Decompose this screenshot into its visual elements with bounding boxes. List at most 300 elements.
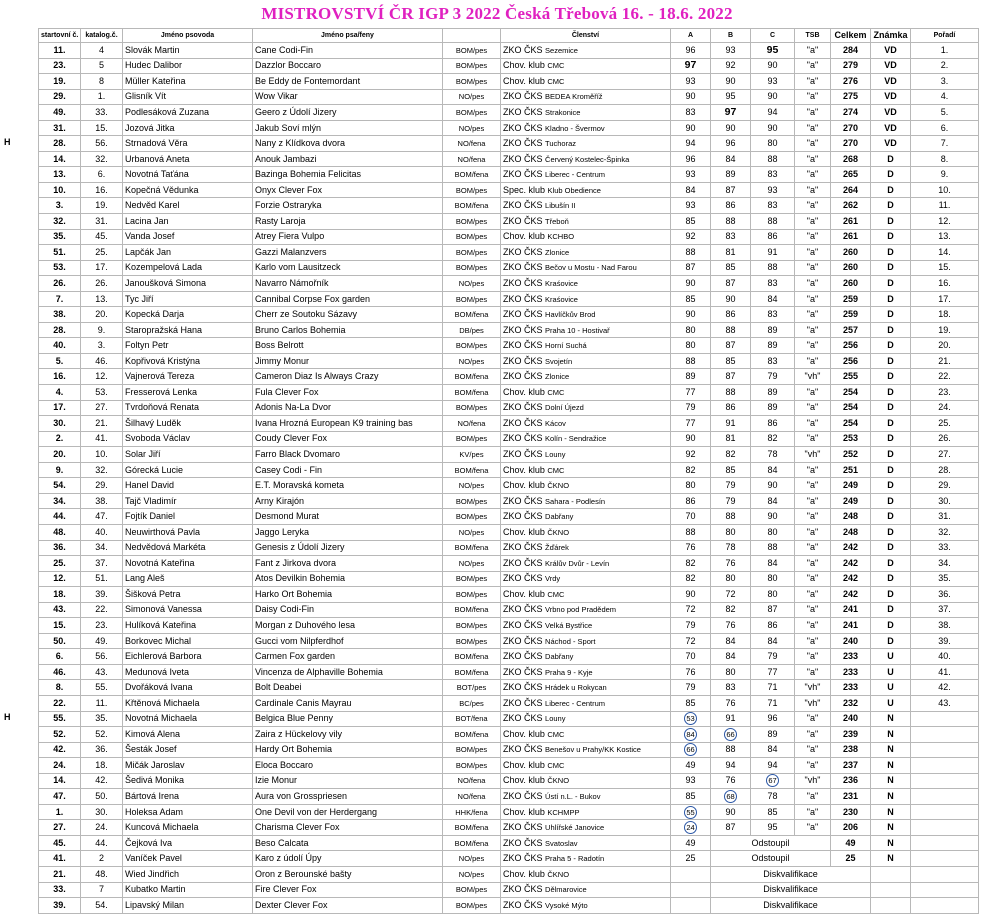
catalog-no: 2 bbox=[81, 851, 123, 867]
membership bbox=[501, 866, 671, 882]
catalog-no: 49. bbox=[81, 633, 123, 649]
score-c: 88 bbox=[751, 151, 795, 167]
membership bbox=[501, 151, 671, 167]
status-note: Odstoupil bbox=[711, 851, 831, 867]
tsb: "a" bbox=[795, 602, 831, 618]
breed: BOM/pes bbox=[443, 245, 501, 261]
dog-name: Carmen Fox garden bbox=[253, 649, 443, 665]
breed: NO/pes bbox=[443, 556, 501, 572]
breed: BOM/pes bbox=[443, 229, 501, 245]
tsb: "a" bbox=[795, 789, 831, 805]
table-row bbox=[39, 276, 979, 292]
score-b: 90 bbox=[711, 74, 751, 90]
rank: 24. bbox=[911, 400, 979, 416]
membership-org: ZKO ČKS bbox=[503, 495, 543, 506]
membership-org: ZKO ČKS bbox=[503, 355, 543, 366]
membership bbox=[501, 182, 671, 198]
table-row bbox=[39, 618, 979, 634]
handler-name: Foltyn Petr bbox=[123, 338, 253, 354]
rank: 35. bbox=[911, 571, 979, 587]
score-c: 89 bbox=[751, 338, 795, 354]
tsb: "a" bbox=[795, 431, 831, 447]
membership-club: CMC bbox=[547, 76, 565, 86]
start-no: 45. bbox=[39, 835, 81, 851]
membership-club: Strakonice bbox=[545, 107, 581, 117]
handler-name: Svoboda Václav bbox=[123, 431, 253, 447]
score-b: 96 bbox=[711, 136, 751, 152]
catalog-no: 47. bbox=[81, 509, 123, 525]
grade: D bbox=[871, 431, 911, 447]
table-row bbox=[39, 291, 979, 307]
score-c: 90 bbox=[751, 120, 795, 136]
dog-name: Dexter Clever Fox bbox=[253, 898, 443, 914]
score-a: 85 bbox=[671, 291, 711, 307]
membership-org: ZKO ČKS bbox=[503, 620, 543, 630]
membership-org: ZKO ČKS bbox=[503, 697, 543, 708]
membership-club: Kolín - Sendražice bbox=[545, 434, 607, 444]
catalog-no: 50. bbox=[81, 789, 123, 805]
start-no: 23. bbox=[39, 58, 81, 74]
breed: BOM/pes bbox=[443, 400, 501, 416]
membership-org: ZKO ČKS bbox=[503, 246, 543, 257]
breed: BOM/pes bbox=[443, 633, 501, 649]
grade: D bbox=[871, 385, 911, 401]
score-a: 88 bbox=[671, 353, 711, 369]
score-c: 84 bbox=[751, 462, 795, 478]
breed: NO/fena bbox=[443, 416, 501, 432]
table-row bbox=[39, 493, 979, 509]
score-a: 70 bbox=[671, 509, 711, 525]
table-row bbox=[39, 214, 979, 230]
membership-org: ZKO ČKS bbox=[503, 542, 543, 553]
table-row bbox=[39, 820, 979, 836]
catalog-no: 26. bbox=[81, 276, 123, 292]
breed: NO/pes bbox=[443, 89, 501, 105]
status-note: Diskvalifikace bbox=[711, 882, 871, 898]
dog-name: Navarro Námořník bbox=[253, 276, 443, 292]
handler-name: Šilhavý Luděk bbox=[123, 416, 253, 432]
header-score-b: B bbox=[711, 29, 751, 43]
start-no: 28. bbox=[39, 322, 81, 338]
catalog-no: 42. bbox=[81, 773, 123, 789]
score-c: 86 bbox=[751, 416, 795, 432]
score-c bbox=[751, 773, 795, 789]
rank: 5. bbox=[911, 105, 979, 121]
handler-name: Dvořáková Ivana bbox=[123, 680, 253, 696]
score-b: 80 bbox=[711, 664, 751, 680]
start-no: 19. bbox=[39, 74, 81, 90]
score-a: 49 bbox=[671, 835, 711, 851]
total: 242 bbox=[831, 587, 871, 603]
membership bbox=[501, 74, 671, 90]
membership-org: Chov. klub bbox=[503, 728, 545, 739]
catalog-no: 11. bbox=[81, 695, 123, 711]
catalog-no: 48. bbox=[81, 866, 123, 882]
breed: BOM/fena bbox=[443, 540, 501, 556]
rank bbox=[911, 851, 979, 867]
table-row bbox=[39, 664, 979, 680]
start-no: 55. bbox=[39, 711, 81, 727]
membership-club: Praha 5 - Radotín bbox=[545, 854, 605, 864]
rank bbox=[911, 773, 979, 789]
handler-name: Simonová Vanessa bbox=[123, 602, 253, 618]
score-a bbox=[671, 882, 711, 898]
catalog-no: 52. bbox=[81, 727, 123, 743]
score-b: 81 bbox=[711, 245, 751, 261]
membership bbox=[501, 416, 671, 432]
breed: BOM/pes bbox=[443, 214, 501, 230]
membership-club: Svojetín bbox=[545, 356, 573, 366]
dog-name: Jakub Soví mlýn bbox=[253, 120, 443, 136]
membership-club: Vysoké Mýto bbox=[545, 900, 588, 910]
grade: U bbox=[871, 664, 911, 680]
membership-club: Náchod - Sport bbox=[545, 636, 596, 646]
circled-score: 67 bbox=[766, 774, 779, 787]
membership bbox=[501, 680, 671, 696]
membership bbox=[501, 307, 671, 323]
handler-name: Borkovec Michal bbox=[123, 633, 253, 649]
dog-name: Nany z Klídkova dvora bbox=[253, 136, 443, 152]
breed: NO/pes bbox=[443, 851, 501, 867]
membership-club: CMC bbox=[547, 465, 565, 475]
total: 253 bbox=[831, 431, 871, 447]
membership-club: Horní Suchá bbox=[545, 341, 587, 351]
score-a: 96 bbox=[671, 151, 711, 167]
grade: U bbox=[871, 649, 911, 665]
membership bbox=[501, 167, 671, 183]
dog-name: Hardy Ort Bohemia bbox=[253, 742, 443, 758]
membership bbox=[501, 649, 671, 665]
score-a: 79 bbox=[671, 400, 711, 416]
membership-club: Kraśovice bbox=[545, 278, 578, 288]
membership-org: ZKO ČKS bbox=[503, 91, 543, 102]
tsb: "a" bbox=[795, 322, 831, 338]
start-no: 39. bbox=[39, 898, 81, 914]
catalog-no: 27. bbox=[81, 400, 123, 416]
membership bbox=[501, 322, 671, 338]
dog-name: E.T. Moravská kometa bbox=[253, 478, 443, 494]
tsb: "a" bbox=[795, 478, 831, 494]
table-row bbox=[39, 120, 979, 136]
breed: NO/fena bbox=[443, 136, 501, 152]
dog-name: Jimmy Monur bbox=[253, 353, 443, 369]
start-no: 14. bbox=[39, 773, 81, 789]
score-c: 89 bbox=[751, 727, 795, 743]
catalog-no: 56. bbox=[81, 136, 123, 152]
membership-club: BEDEA Kroměříž bbox=[545, 92, 603, 102]
membership-org: ZKO ČKS bbox=[503, 573, 543, 584]
handler-name: Novotná Michaela bbox=[123, 711, 253, 727]
dog-name: Adonis Na-La Dvor bbox=[253, 400, 443, 416]
catalog-no: 5 bbox=[81, 58, 123, 74]
handler-name: Hanel David bbox=[123, 478, 253, 494]
grade: D bbox=[871, 587, 911, 603]
score-c: 90 bbox=[751, 478, 795, 494]
score-a bbox=[671, 711, 711, 727]
circled-score: 55 bbox=[684, 806, 697, 819]
dog-name: Coudy Clever Fox bbox=[253, 431, 443, 447]
score-a bbox=[671, 742, 711, 758]
rank: 9. bbox=[911, 167, 979, 183]
membership-club: ČKNO bbox=[547, 776, 570, 786]
rank: 33. bbox=[911, 540, 979, 556]
score-a: 97 bbox=[671, 58, 711, 74]
breed: BOM/fena bbox=[443, 727, 501, 743]
status-note: Odstoupil bbox=[711, 835, 831, 851]
membership-org: ZKO ČKS bbox=[503, 200, 543, 211]
dog-name: Cameron Diaz Is Always Crazy bbox=[253, 369, 443, 385]
membership-org: Chov. klub bbox=[503, 806, 545, 817]
start-no: 12. bbox=[39, 571, 81, 587]
breed: BOM/fena bbox=[443, 369, 501, 385]
tsb: "a" bbox=[795, 353, 831, 369]
score-a: 84 bbox=[671, 182, 711, 198]
grade: D bbox=[871, 369, 911, 385]
page-title: MISTROVSTVÍ ČR IGP 3 2022 Česká Třebová 16. - 18.6. 2022 bbox=[261, 4, 733, 23]
score-c: 90 bbox=[751, 509, 795, 525]
score-c: 80 bbox=[751, 136, 795, 152]
table-row bbox=[39, 509, 979, 525]
start-no: 43. bbox=[39, 602, 81, 618]
handler-name: Kimová Alena bbox=[123, 727, 253, 743]
circled-score: 24 bbox=[684, 821, 697, 834]
total bbox=[871, 866, 911, 882]
membership bbox=[501, 478, 671, 494]
catalog-no: 46. bbox=[81, 353, 123, 369]
rank: 21. bbox=[911, 353, 979, 369]
breed: BOM/fena bbox=[443, 820, 501, 836]
grade: VD bbox=[871, 120, 911, 136]
grade: N bbox=[871, 851, 911, 867]
start-no: 14. bbox=[39, 151, 81, 167]
dog-name: Fire Clever Fox bbox=[253, 882, 443, 898]
start-no: 46. bbox=[39, 664, 81, 680]
tsb: "a" bbox=[795, 556, 831, 572]
rank: 3. bbox=[911, 74, 979, 90]
grade: D bbox=[871, 556, 911, 572]
catalog-no: 56. bbox=[81, 649, 123, 665]
header-row bbox=[39, 29, 979, 43]
membership-club: Liberec - Centrum bbox=[545, 170, 606, 180]
total: 252 bbox=[831, 447, 871, 463]
rank: 43. bbox=[911, 695, 979, 711]
score-b: 82 bbox=[711, 447, 751, 463]
score-c: 83 bbox=[751, 307, 795, 323]
header-start-no: startovní č. bbox=[39, 29, 81, 43]
breed: NO/pes bbox=[443, 524, 501, 540]
membership-org: ZKO ČKS bbox=[503, 340, 543, 351]
total: 260 bbox=[831, 245, 871, 261]
membership-org: ZKO ČKS bbox=[503, 153, 543, 164]
circled-score: 53 bbox=[684, 712, 697, 725]
membership-club: Svatoslav bbox=[545, 838, 578, 848]
score-a: 94 bbox=[671, 136, 711, 152]
rank: 36. bbox=[911, 587, 979, 603]
handler-name: Šesták Josef bbox=[123, 742, 253, 758]
total: 240 bbox=[831, 633, 871, 649]
handler-name: Křtěnová Michaela bbox=[123, 695, 253, 711]
membership bbox=[501, 711, 671, 727]
catalog-no: 32. bbox=[81, 151, 123, 167]
table-row bbox=[39, 711, 979, 727]
membership-club: Červený Kostelec-Špinka bbox=[545, 154, 630, 164]
score-b: 87 bbox=[711, 276, 751, 292]
score-b: 79 bbox=[711, 478, 751, 494]
dog-name: Atos Devilkin Bohemia bbox=[253, 571, 443, 587]
dog-name: Cardinale Canis Mayrau bbox=[253, 695, 443, 711]
total: 256 bbox=[831, 353, 871, 369]
table-row bbox=[39, 649, 979, 665]
score-c: 95 bbox=[751, 43, 795, 59]
membership-club: ČKNO bbox=[547, 481, 570, 491]
start-no: 9. bbox=[39, 462, 81, 478]
breed: BOM/fena bbox=[443, 664, 501, 680]
rank: 7. bbox=[911, 136, 979, 152]
total: 230 bbox=[831, 804, 871, 820]
membership bbox=[501, 58, 671, 74]
breed: HHK/fena bbox=[443, 804, 501, 820]
table-row bbox=[39, 400, 979, 416]
handler-name: Čejková Iva bbox=[123, 835, 253, 851]
score-c: 88 bbox=[751, 260, 795, 276]
membership-org: ZKO ČKS bbox=[503, 106, 543, 117]
table-row bbox=[39, 773, 979, 789]
breed: BOM/fena bbox=[443, 602, 501, 618]
membership bbox=[501, 898, 671, 914]
start-no: 20. bbox=[39, 447, 81, 463]
start-no: 34. bbox=[39, 493, 81, 509]
dog-name: Atrey Fiera Vulpo bbox=[253, 229, 443, 245]
start-no: 15. bbox=[39, 618, 81, 634]
membership-org: ZKO ČKS bbox=[503, 744, 543, 755]
membership-club: Velká Bystřice bbox=[545, 621, 593, 630]
total: 262 bbox=[831, 198, 871, 214]
score-c: 89 bbox=[751, 385, 795, 401]
handler-name: Slovák Martin bbox=[123, 43, 253, 59]
grade: D bbox=[871, 353, 911, 369]
grade: N bbox=[871, 727, 911, 743]
total: 261 bbox=[831, 229, 871, 245]
rank: 22. bbox=[911, 369, 979, 385]
breed: BOM/pes bbox=[443, 338, 501, 354]
score-a bbox=[671, 866, 711, 882]
membership-club: Sahara - Podlesín bbox=[545, 496, 606, 506]
score-c: 90 bbox=[751, 89, 795, 105]
membership-org: ZKO ČKS bbox=[503, 122, 543, 133]
total: 274 bbox=[831, 105, 871, 121]
membership-club: CMC bbox=[547, 760, 565, 770]
membership-org: ZKO ČKS bbox=[503, 44, 543, 55]
breed: BOM/pes bbox=[443, 58, 501, 74]
membership-org: ZKO ČKS bbox=[503, 433, 543, 444]
membership-org: ZKO ČKS bbox=[503, 557, 543, 568]
table-row bbox=[39, 571, 979, 587]
header-grade: Známka bbox=[871, 29, 911, 43]
grade: D bbox=[871, 229, 911, 245]
table-row bbox=[39, 556, 979, 572]
breed: BOM/pes bbox=[443, 431, 501, 447]
catalog-no: 12. bbox=[81, 369, 123, 385]
membership-club: Dabřany bbox=[545, 652, 574, 662]
membership-club: Žďárek bbox=[545, 543, 569, 553]
catalog-no: 36. bbox=[81, 742, 123, 758]
handler-name: Górecká Lucie bbox=[123, 462, 253, 478]
rank: 10. bbox=[911, 182, 979, 198]
tsb: "a" bbox=[795, 89, 831, 105]
dog-name: Eloca Boccaro bbox=[253, 758, 443, 774]
breed: KV/pes bbox=[443, 447, 501, 463]
membership-club: Vrbno pod Pradědem bbox=[545, 605, 617, 615]
score-b bbox=[711, 789, 751, 805]
start-no: 27. bbox=[39, 820, 81, 836]
score-b: 86 bbox=[711, 198, 751, 214]
membership bbox=[501, 587, 671, 603]
total: 270 bbox=[831, 120, 871, 136]
membership-club: Hrádek u Rokycan bbox=[545, 683, 607, 693]
membership-org: Chov. klub bbox=[503, 588, 545, 599]
table-row bbox=[39, 245, 979, 261]
rank: 28. bbox=[911, 462, 979, 478]
dog-name: Cane Codi-Fin bbox=[253, 43, 443, 59]
membership bbox=[501, 618, 671, 634]
total: 261 bbox=[831, 214, 871, 230]
tsb: "a" bbox=[795, 151, 831, 167]
breed: BOM/pes bbox=[443, 587, 501, 603]
score-b: 90 bbox=[711, 120, 751, 136]
breed: BOM/fena bbox=[443, 198, 501, 214]
start-no: 53. bbox=[39, 260, 81, 276]
tsb: "a" bbox=[795, 167, 831, 183]
total: 284 bbox=[831, 43, 871, 59]
score-a bbox=[671, 804, 711, 820]
membership-club: Králův Dvůr - Levín bbox=[545, 558, 610, 568]
breed: BOM/pes bbox=[443, 509, 501, 525]
handler-name: Lipavský Milan bbox=[123, 898, 253, 914]
table-row bbox=[39, 167, 979, 183]
grade: VD bbox=[871, 74, 911, 90]
score-c: 77 bbox=[751, 664, 795, 680]
score-a: 72 bbox=[671, 602, 711, 618]
membership-club: Sezemice bbox=[545, 45, 578, 55]
table-row bbox=[39, 882, 979, 898]
dog-name: Be Eddy de Fontemordant bbox=[253, 74, 443, 90]
start-no: 11. bbox=[39, 43, 81, 59]
score-b: 88 bbox=[711, 742, 751, 758]
membership-club: Havlíčkův Brod bbox=[545, 310, 596, 320]
rank: 41. bbox=[911, 664, 979, 680]
membership-org: ZKO ČKS bbox=[503, 651, 543, 662]
grade: VD bbox=[871, 136, 911, 152]
score-a: 88 bbox=[671, 524, 711, 540]
catalog-no: 22. bbox=[81, 602, 123, 618]
membership-club: CMC bbox=[547, 387, 565, 397]
membership bbox=[501, 431, 671, 447]
score-b: 87 bbox=[711, 182, 751, 198]
score-c: 79 bbox=[751, 649, 795, 665]
catalog-no: 18. bbox=[81, 758, 123, 774]
header-membership: Členství bbox=[501, 29, 671, 43]
table-row bbox=[39, 338, 979, 354]
grade: D bbox=[871, 182, 911, 198]
dog-name: Wow Vikar bbox=[253, 89, 443, 105]
grade: D bbox=[871, 151, 911, 167]
table-row bbox=[39, 105, 979, 121]
handler-name: Lang Aleš bbox=[123, 571, 253, 587]
grade: D bbox=[871, 478, 911, 494]
handler-name: Wied Jindřich bbox=[123, 866, 253, 882]
score-b: 94 bbox=[711, 758, 751, 774]
grade: N bbox=[871, 835, 911, 851]
